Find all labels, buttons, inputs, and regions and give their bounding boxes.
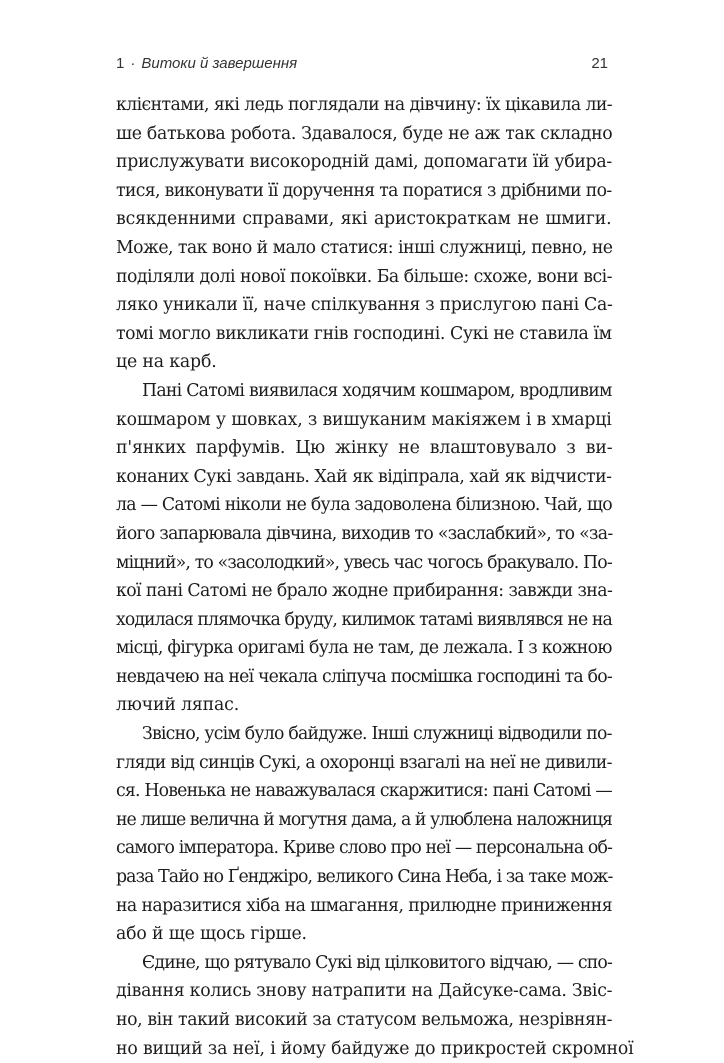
text-line: ше батькова робота. Здавалося, буде не аж так складно: [116, 123, 613, 144]
text-line: Пані Сатомі виявилася ходячим кошмаром, вродливим: [142, 380, 612, 401]
running-header: [116, 52, 608, 74]
paragraph: [116, 377, 612, 720]
header-separator: ·: [130, 54, 136, 72]
text-line: ходилася плямочка бруду, килимок татамі виявлявся не на: [116, 609, 612, 630]
text-line: томі могло викликати гнів господині. Сукі не ставила їм: [116, 323, 612, 344]
text-line: гляди від синців Сукі, а охоронці взагалі на неї не дивили-: [116, 752, 612, 773]
text-line: Звісно, усім було байдуже. Інші служниці відводили по-: [142, 724, 612, 745]
paragraph: [116, 949, 634, 1063]
text-line: всякденними справами, які аристократкам не шмиги.: [116, 209, 612, 230]
text-line: кошмаром у шовках, з вишуканим макіяжем і в хмарці: [116, 409, 612, 430]
chapter-number: 1: [116, 54, 125, 72]
text-line: п'янких парфумів. Цю жінку не влаштовувало з ви-: [116, 438, 613, 459]
text-line: невдачею на неї чекала сліпуча посмішка господині та бо-: [116, 666, 612, 687]
text-line: ляко уникали її, наче спілкування з прислугою пані Са-: [116, 295, 613, 316]
text-line: на наразитися хіба на шмагання, прилюдне приниження: [116, 895, 613, 916]
text-line: це на карб.: [116, 352, 217, 373]
text-line: ся. Новенька не наважувалася скаржитися: пані Сатомі —: [116, 781, 612, 802]
text-line: самого імператора. Криве слово про неї — персональна об-: [116, 838, 612, 859]
text-line: Може, так воно й мало статися: інші служниці, певно, не: [116, 237, 613, 258]
text-line: клієнтами, які ледь поглядали на дівчину: їх цікавила ли-: [116, 95, 613, 115]
text-line: Єдине, що рятувало Сукі від цілковитого відчаю, — спо-: [142, 952, 613, 973]
text-line: конаних Сукі завдань. Хай як відіпрала, хай як відчисти-: [116, 466, 612, 487]
text-line: раза Тайо но Ґенджіро, великого Сина Неба, і за таке мож-: [116, 867, 613, 888]
text-line: ла — Сатомі ніколи не була задоволена білизною. Чай, що: [116, 495, 612, 516]
text-line: лючий ляпас.: [116, 695, 240, 716]
text-line: тися, виконувати її доручення та поратися з дрібними по-: [116, 180, 612, 201]
page-number: 21: [591, 54, 608, 72]
paragraph: [116, 91, 612, 377]
text-line: но вищий за неї, і йому байдуже до прикростей скромної: [116, 1038, 634, 1059]
chapter-title: Витоки й завершення: [141, 54, 298, 72]
text-line: місці, фігурка оригамі була не там, де лежала. І з кожною: [116, 638, 612, 659]
text-line: поділяли долі нової покоївки. Ба більше: схоже, вони всі-: [116, 266, 613, 287]
text-line: кої пані Сатомі не брало жодне прибирання: завжди зна-: [116, 581, 613, 602]
body-text: [116, 91, 634, 1063]
text-line: дівання колись знову натрапити на Дайсуке-сама. Звіс-: [116, 981, 613, 1002]
text-line: прислужувати високородній дамі, допомагати їй убира-: [116, 152, 612, 173]
chapter-heading: [116, 55, 297, 72]
text-line: або й ще щось гірше.: [116, 924, 307, 945]
paragraph: [116, 720, 612, 949]
text-line: його запарювала дівчина, виходив то «заслабкий», то «за-: [116, 523, 613, 544]
text-line: міцний», то «засолодкий», увесь час чогось бракувало. По-: [116, 552, 612, 573]
text-line: не лише велична й могутня дама, а й улюблена наложниця: [116, 809, 612, 830]
text-line: но, він такий високий за статусом вельможа, незрівнян-: [116, 1010, 613, 1030]
